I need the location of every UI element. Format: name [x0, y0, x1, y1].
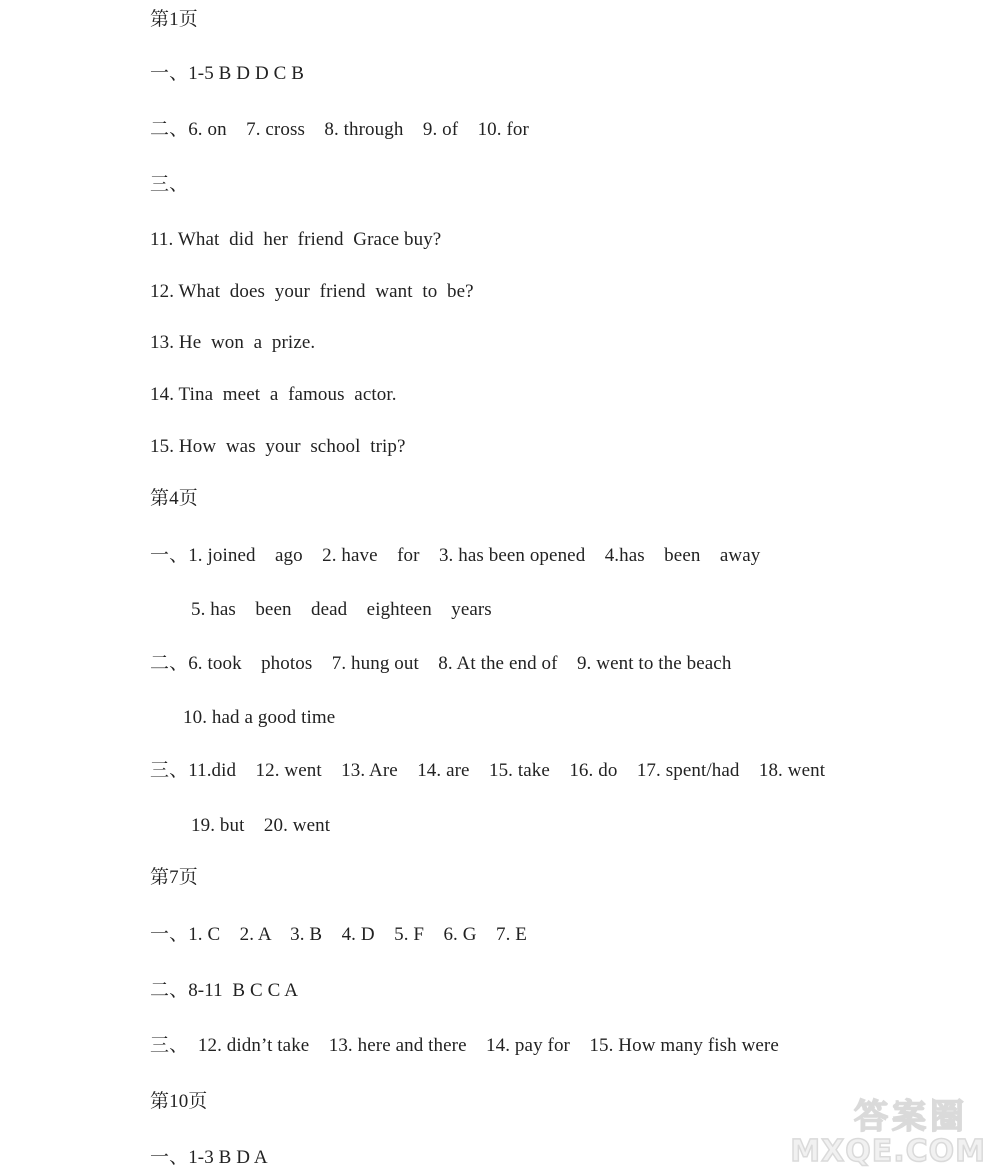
page-1-heading: 第1页	[150, 9, 198, 30]
page-4-section-3-cont: 19. but 20. went	[191, 815, 331, 836]
page-4-section-2-cont: 10. had a good time	[183, 707, 336, 728]
page-1-question-12: 12. What does your friend want to be?	[150, 281, 474, 302]
page-4-section-1-cont: 5. has been dead eighteen years	[191, 599, 492, 620]
page-1-section-1: 一、1-5 B D D C B	[150, 63, 305, 84]
page-1-section-2: 二、6. on 7. cross 8. through 9. of 10. for	[150, 119, 529, 140]
page-7-section-2: 二、8-11 B C C A	[150, 980, 299, 1001]
page-1-section-3: 三、	[150, 174, 189, 195]
page-7-section-3: 三、 12. didn’t take 13. here and there 14. pay for 15. How many fish were	[150, 1035, 779, 1056]
page-1-question-15: 15. How was your school trip?	[150, 436, 406, 457]
page-1-question-13: 13. He won a prize.	[150, 332, 316, 353]
page-7-heading: 第7页	[150, 867, 198, 888]
watermark-url-text: MXQE.COM	[790, 1134, 986, 1169]
page-10-heading: 第10页	[150, 1091, 208, 1112]
watermark-logo-text: 答案圈	[854, 1097, 968, 1137]
page-4-section-2: 二、6. took photos 7. hung out 8. At the end of 9. went to the beach	[150, 653, 732, 674]
page-7-section-1: 一、1. C 2. A 3. B 4. D 5. F 6. G 7. E	[150, 924, 527, 945]
page-4-section-1: 一、1. joined ago 2. have for 3. has been opened 4.has been away	[150, 545, 761, 566]
site-watermark	[786, 1089, 986, 1169]
page-10-section-1: 一、1-3 B D A	[150, 1147, 268, 1168]
page-4-section-3: 三、11.did 12. went 13. Are 14. are 15. take 16. do 17. spent/had 18. went	[150, 760, 826, 781]
page-1-question-14: 14. Tina meet a famous actor.	[150, 384, 397, 405]
page-1-question-11: 11. What did her friend Grace buy?	[150, 229, 442, 250]
page-4-heading: 第4页	[150, 488, 198, 509]
